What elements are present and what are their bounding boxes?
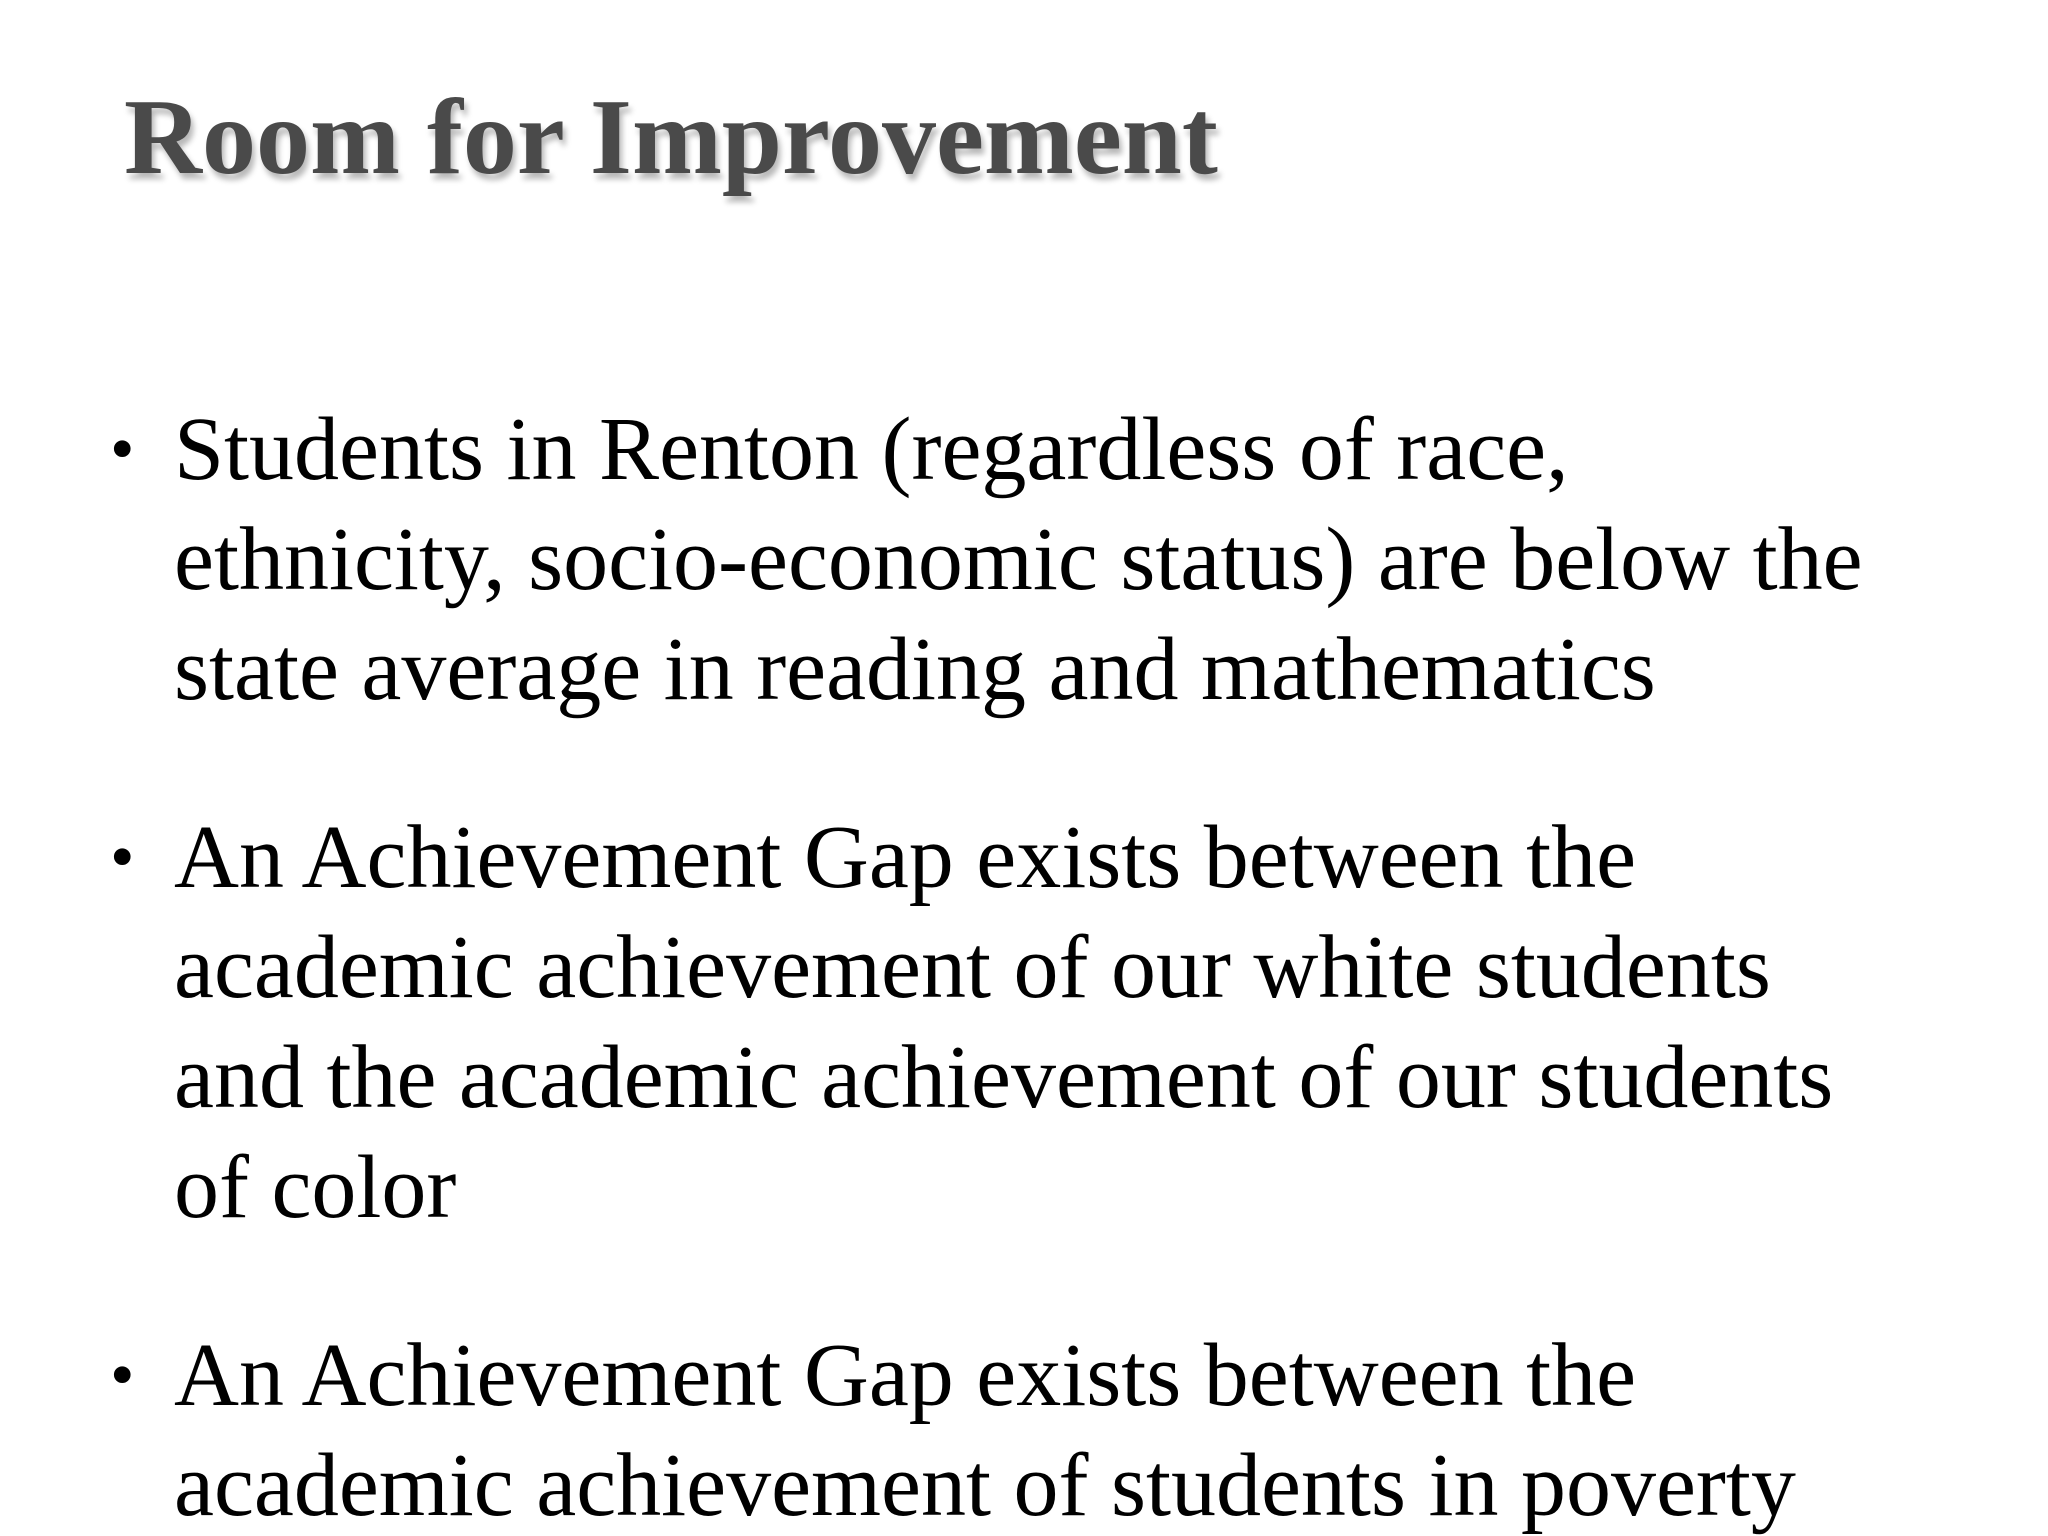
bullet-icon: •: [110, 1337, 135, 1414]
bullet-item: [110, 395, 1970, 725]
bullet-line: and the academic achievement of our students: [174, 1028, 1834, 1127]
bullet-line: ethnicity, socio-economic status) are below the: [174, 510, 1863, 609]
bullet-icon: •: [110, 819, 135, 896]
bullet-icon: •: [110, 411, 135, 488]
bullet-line: of color: [174, 1138, 457, 1237]
bullet-line: academic achievement of our white students: [174, 918, 1771, 1017]
bullet-item: [110, 803, 1970, 1243]
bullet-line: An Achievement Gap exists between the: [174, 808, 1637, 907]
bullet-line: An Achievement Gap exists between the: [174, 1326, 1637, 1425]
bullet-item: [110, 1321, 1970, 1536]
slide-title: Room for Improvement: [124, 78, 1218, 197]
bullet-line: Students in Renton (regardless of race,: [174, 400, 1569, 499]
bullet-line: state average in reading and mathematics: [174, 620, 1656, 719]
bullet-line: academic achievement of students in poverty: [174, 1436, 1796, 1535]
bullet-list: [110, 395, 1970, 1536]
